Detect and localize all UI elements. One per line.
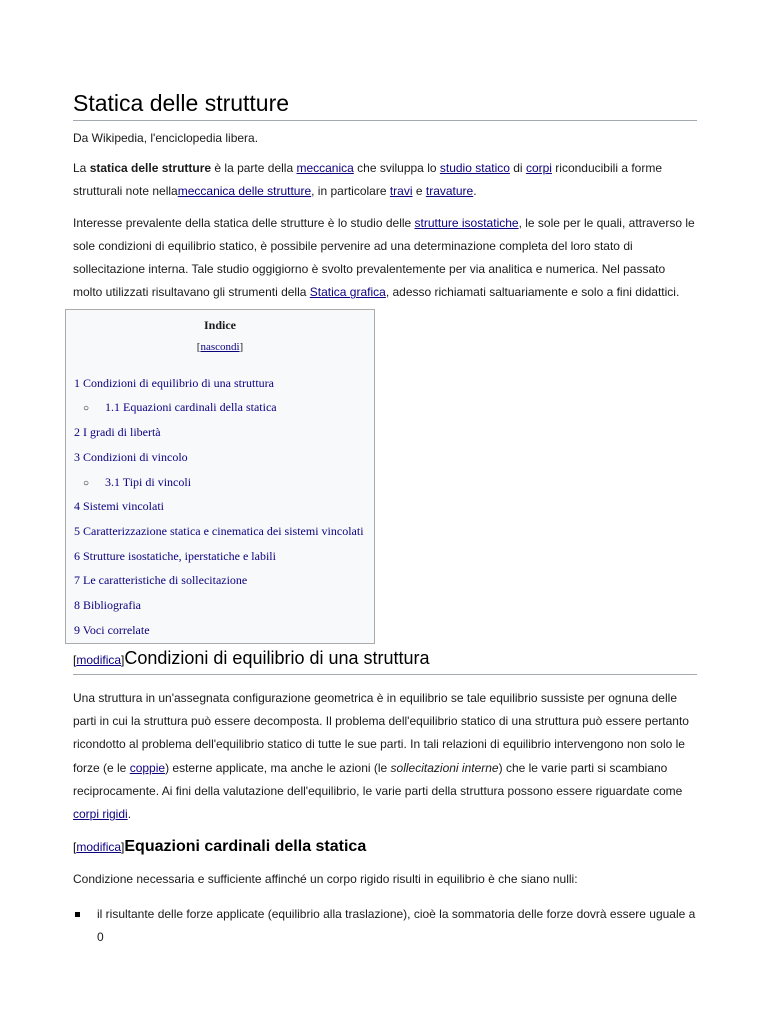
- text: che sviluppa lo: [353, 161, 440, 175]
- bold-term: statica delle strutture: [89, 161, 212, 175]
- square-bullet-icon: [75, 912, 80, 917]
- bracket-close: ]: [121, 839, 125, 854]
- toc-item[interactable]: [74, 618, 370, 643]
- toc-item[interactable]: [74, 371, 370, 396]
- text: di: [509, 161, 526, 175]
- text: Interesse prevalente della statica delle strutture è lo studio delle: [73, 215, 415, 230]
- link-corpi-rigidi[interactable]: corpi rigidi: [73, 807, 128, 822]
- text: riconducibili a forme strutturali note nella: [73, 161, 662, 199]
- toc-item[interactable]: [74, 519, 370, 544]
- text: .: [473, 184, 477, 199]
- link-meccanica-delle-strutture[interactable]: meccanica delle strutture: [177, 184, 312, 199]
- link-travature[interactable]: travature: [425, 184, 474, 199]
- condition-list: [73, 903, 697, 950]
- section2-paragraph: Condizione necessaria e sufficiente affinché un corpo rigido risulti in equilibrio è che siano nulli:: [73, 871, 578, 886]
- toc-item[interactable]: [74, 494, 370, 519]
- text: è la parte della: [211, 161, 297, 175]
- toc-subitem[interactable]: [74, 470, 370, 495]
- link-meccanica[interactable]: meccanica: [296, 161, 354, 175]
- text: ) esterne applicate, ma anche le azioni (le: [165, 760, 391, 775]
- article-content: [73, 88, 697, 949]
- toc-item[interactable]: [74, 593, 370, 618]
- text: , le sole per le quali, attraverso le sole condizioni di equilibrio statico, è possibile pervenire ad una determinazione completa del loro stato di sollecitazione interna. Tale studio oggigiorno è svolto prevalentemente per via analitica e numerica. Nel passato molto utilizzati risultavano gli strumenti della: [73, 215, 695, 300]
- toc-item[interactable]: [74, 568, 370, 593]
- toc-item-label[interactable]: 5 Caratterizzazione statica e cinematica dei sistemi vincolati: [74, 523, 364, 538]
- toc-item[interactable]: [74, 420, 370, 445]
- toc-item-label[interactable]: 4 Sistemi vincolati: [74, 499, 164, 514]
- section-heading-text: Condizioni di equilibrio di una struttura: [124, 647, 430, 668]
- intro-paragraph-1: [73, 157, 697, 204]
- link-statica-grafica[interactable]: Statica grafica: [309, 285, 386, 300]
- toc-item-label[interactable]: 6 Strutture isostatiche, iperstatiche e labili: [74, 548, 276, 563]
- text: e: [412, 184, 426, 199]
- toc-item[interactable]: [74, 445, 370, 470]
- toc-toggle: [66, 341, 374, 353]
- toc-item-label[interactable]: 3 Condizioni di vincolo: [74, 449, 188, 464]
- toc-hide-link[interactable]: nascondi: [200, 340, 240, 353]
- edit-section: [73, 653, 124, 667]
- list-item-text: il risultante delle forze applicate (equilibrio alla traslazione), cioè la sommatoria delle forze dovrà essere uguale a 0: [97, 906, 696, 945]
- toc-item-label[interactable]: 9 Voci correlate: [74, 622, 150, 637]
- text: ) che le varie parti si scambiano reciprocamente. Ai fini della valutazione dell'equilibrio, le varie parti della struttura possono essere riguardate come: [73, 760, 683, 798]
- toc-item-label[interactable]: 3.1 Tipi di vincoli: [105, 474, 192, 489]
- section1-paragraph: [73, 687, 697, 827]
- bracket-close: ]: [121, 652, 125, 667]
- intro-paragraph-2: [73, 212, 697, 305]
- toc-item-label[interactable]: 7 Le caratteristiche di sollecitazione: [74, 573, 248, 588]
- toc-item-label[interactable]: 2 I gradi di libertà: [74, 425, 161, 440]
- table-of-contents: [65, 309, 375, 644]
- circle-bullet-icon: ○: [83, 477, 90, 489]
- subsection-heading-equazioni: [73, 836, 697, 858]
- toc-item[interactable]: [74, 544, 370, 569]
- bracket-open: [: [196, 340, 201, 353]
- text: , adesso richiamati saltuariamente e solo a fini didattici.: [385, 285, 680, 300]
- toc-subitem[interactable]: [74, 395, 370, 420]
- link-travi[interactable]: travi: [389, 184, 413, 199]
- edit-section-link[interactable]: modifica: [76, 839, 122, 854]
- tagline: Da Wikipedia, l'enciclopedia libera.: [73, 131, 259, 145]
- list-item: [73, 903, 697, 950]
- bracket-open: [: [73, 652, 77, 667]
- toc-item-label[interactable]: 1 Condizioni di equilibrio di una struttura: [74, 375, 274, 390]
- circle-bullet-icon: ○: [83, 403, 90, 415]
- text: La: [73, 161, 90, 175]
- bracket-open: [: [73, 839, 77, 854]
- toc-item-label[interactable]: 8 Bibliografia: [74, 597, 141, 612]
- text: Una struttura in un'assegnata configurazione geometrica è in equilibrio se tale equilibrio sussiste per ognuna delle parti in cui la struttura può essere decomposta. Il problema dell'equilibrio statico di una struttura può essere pertanto ricondotto al problema dell'equilibrio statico di tutte le sue parti. In tali relazioni di equilibrio intervengono non solo le forze (e le: [73, 690, 689, 775]
- text: , in particolare: [311, 184, 390, 199]
- toc-list: [74, 371, 370, 643]
- toc-item-label[interactable]: 1.1 Equazioni cardinali della statica: [105, 400, 277, 415]
- link-corpi[interactable]: corpi: [525, 161, 552, 175]
- edit-section: [73, 840, 124, 854]
- section-heading-equilibrio: [73, 646, 697, 675]
- edit-section-link[interactable]: modifica: [76, 652, 122, 667]
- bracket-close: ]: [239, 340, 244, 353]
- subsection-heading-text: Equazioni cardinali della statica: [124, 837, 367, 855]
- text: .: [127, 807, 132, 822]
- link-coppie[interactable]: coppie: [129, 760, 166, 775]
- italic-term: sollecitazioni interne: [390, 760, 499, 775]
- link-studio-statico[interactable]: studio statico: [439, 161, 510, 175]
- link-strutture-isostatiche[interactable]: strutture isostatiche: [414, 215, 519, 230]
- toc-title: Indice: [203, 317, 236, 332]
- page-title: Statica delle strutture: [73, 88, 697, 121]
